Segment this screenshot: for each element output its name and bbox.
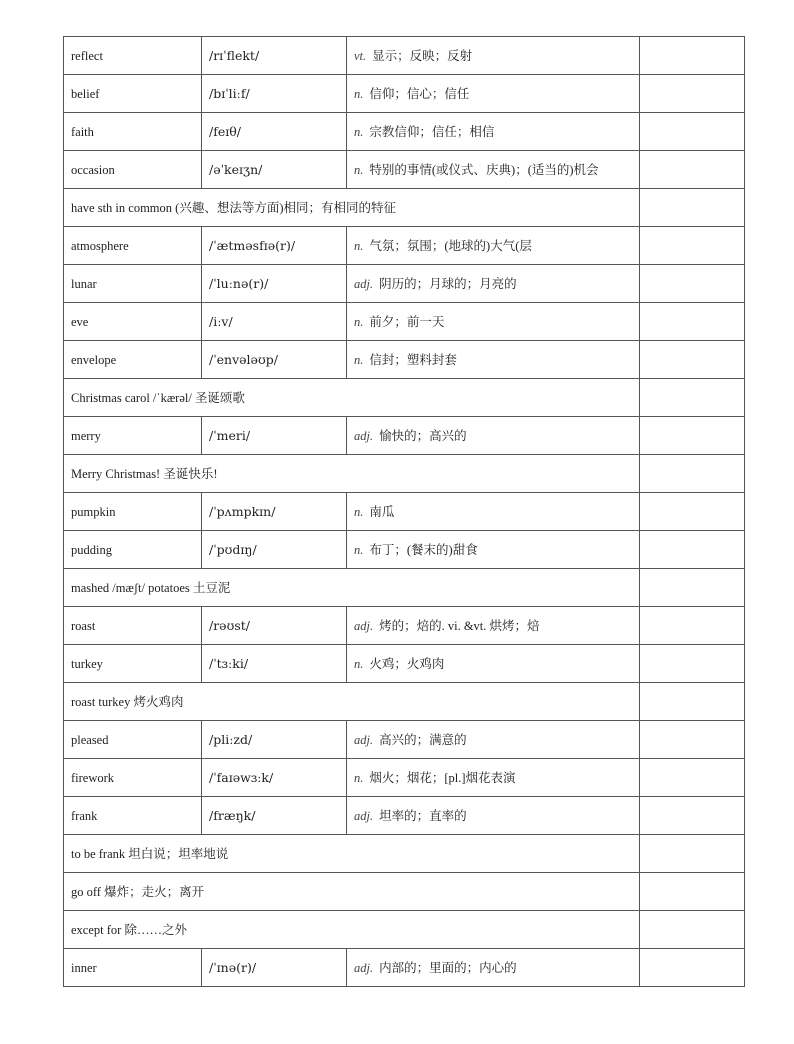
phonetic-cell: /bɪˈliːf/: [202, 75, 347, 113]
blank-cell: [640, 531, 745, 569]
part-of-speech: n.: [354, 238, 364, 253]
word-row: [64, 227, 745, 265]
meaning-text: 显示；反映；反射: [372, 48, 473, 63]
word-cell: belief: [64, 75, 202, 113]
blank-cell: [640, 721, 745, 759]
meaning-text: 信仰；信心；信任: [369, 86, 470, 101]
phonetic-cell: /fræŋk/: [202, 797, 347, 835]
word-row: [64, 151, 745, 189]
part-of-speech: adj.: [354, 428, 374, 443]
word-cell: envelope: [64, 341, 202, 379]
phonetic-cell: /rəʊst/: [202, 607, 347, 645]
word-cell: inner: [64, 949, 202, 987]
phrase-row: [64, 835, 745, 873]
meaning-text: 特别的事情(或仪式、庆典)；(适当的)机会: [369, 162, 599, 177]
blank-cell: [640, 75, 745, 113]
meaning-text: 烟火；烟花；[pl.]烟花表演: [369, 770, 516, 785]
blank-cell: [640, 227, 745, 265]
phonetic-cell: /ˈætməsfɪə(r)/: [202, 227, 347, 265]
blank-cell: [640, 569, 745, 607]
part-of-speech: adj.: [354, 808, 374, 823]
word-row: [64, 797, 745, 835]
meaning-cell: [347, 531, 640, 569]
part-of-speech: n.: [354, 352, 364, 367]
meaning-cell: [347, 341, 640, 379]
phrase-row: [64, 569, 745, 607]
blank-cell: [640, 759, 745, 797]
blank-cell: [640, 683, 745, 721]
phrase-row: [64, 189, 745, 227]
meaning-cell: [347, 645, 640, 683]
phrase-row: [64, 455, 745, 493]
part-of-speech: vt.: [354, 48, 367, 63]
meaning-text: 愉快的；高兴的: [379, 428, 467, 443]
meaning-text: 布丁；(餐末的)甜食: [369, 542, 478, 557]
meaning-cell: [347, 227, 640, 265]
vocabulary-table-body: [64, 37, 745, 987]
meaning-cell: [347, 493, 640, 531]
meaning-cell: [347, 607, 640, 645]
blank-cell: [640, 911, 745, 949]
part-of-speech: n.: [354, 314, 364, 329]
phrase-cell: Christmas carol /ˈkærəl/ 圣诞颂歌: [64, 379, 640, 417]
blank-cell: [640, 265, 745, 303]
word-cell: pumpkin: [64, 493, 202, 531]
meaning-cell: [347, 797, 640, 835]
word-row: [64, 531, 745, 569]
meaning-cell: [347, 417, 640, 455]
phrase-row: [64, 683, 745, 721]
phonetic-cell: /ˈpʊdɪŋ/: [202, 531, 347, 569]
blank-cell: [640, 455, 745, 493]
meaning-cell: [347, 721, 640, 759]
meaning-text: 坦率的；直率的: [379, 808, 467, 823]
meaning-cell: [347, 151, 640, 189]
word-cell: pleased: [64, 721, 202, 759]
phonetic-cell: /ˈmeri/: [202, 417, 347, 455]
part-of-speech: adj.: [354, 276, 374, 291]
meaning-text: 宗教信仰；信任；相信: [369, 124, 495, 139]
phrase-cell: to be frank 坦白说；坦率地说: [64, 835, 640, 873]
phonetic-cell: /ˈpʌmpkɪn/: [202, 493, 347, 531]
blank-cell: [640, 645, 745, 683]
part-of-speech: n.: [354, 504, 364, 519]
phonetic-cell: /iːv/: [202, 303, 347, 341]
phrase-cell: mashed /mæʃt/ potatoes 土豆泥: [64, 569, 640, 607]
part-of-speech: adj.: [354, 732, 374, 747]
blank-cell: [640, 37, 745, 75]
blank-cell: [640, 949, 745, 987]
word-row: [64, 341, 745, 379]
phrase-cell: except for 除……之外: [64, 911, 640, 949]
blank-cell: [640, 607, 745, 645]
word-cell: lunar: [64, 265, 202, 303]
part-of-speech: n.: [354, 86, 364, 101]
phonetic-cell: /ˈtɜːki/: [202, 645, 347, 683]
phonetic-cell: /ˈluːnə(r)/: [202, 265, 347, 303]
part-of-speech: n.: [354, 656, 364, 671]
part-of-speech: n.: [354, 124, 364, 139]
meaning-text: 气氛；氛围；(地球的)大气(层: [369, 238, 532, 253]
meaning-text: 烤的；焙的. vi. &vt. 烘烤；焙: [379, 618, 540, 633]
meaning-text: 阴历的；月球的；月亮的: [379, 276, 517, 291]
meaning-cell: [347, 949, 640, 987]
part-of-speech: adj.: [354, 960, 374, 975]
word-cell: eve: [64, 303, 202, 341]
word-cell: firework: [64, 759, 202, 797]
meaning-text: 内部的；里面的；内心的: [379, 960, 517, 975]
blank-cell: [640, 493, 745, 531]
meaning-text: 火鸡；火鸡肉: [369, 656, 445, 671]
meaning-text: 信封；塑料封套: [369, 352, 457, 367]
word-row: [64, 265, 745, 303]
phrase-cell: go off 爆炸；走火；离开: [64, 873, 640, 911]
meaning-cell: [347, 303, 640, 341]
word-row: [64, 949, 745, 987]
part-of-speech: adj.: [354, 618, 374, 633]
word-cell: frank: [64, 797, 202, 835]
word-cell: roast: [64, 607, 202, 645]
part-of-speech: n.: [354, 770, 364, 785]
meaning-text: 高兴的；满意的: [379, 732, 467, 747]
blank-cell: [640, 151, 745, 189]
word-cell: atmosphere: [64, 227, 202, 265]
phonetic-cell: /pliːzd/: [202, 721, 347, 759]
meaning-cell: [347, 759, 640, 797]
word-cell: occasion: [64, 151, 202, 189]
blank-cell: [640, 797, 745, 835]
blank-cell: [640, 113, 745, 151]
phonetic-cell: /feɪθ/: [202, 113, 347, 151]
word-row: [64, 493, 745, 531]
word-row: [64, 75, 745, 113]
phrase-cell: Merry Christmas! 圣诞快乐!: [64, 455, 640, 493]
word-row: [64, 607, 745, 645]
vocabulary-table: [63, 36, 745, 987]
blank-cell: [640, 341, 745, 379]
meaning-cell: [347, 265, 640, 303]
phrase-cell: have sth in common (兴趣、想法等方面)相同；有相同的特征: [64, 189, 640, 227]
phonetic-cell: /ˈfaɪəwɜːk/: [202, 759, 347, 797]
blank-cell: [640, 303, 745, 341]
meaning-text: 南瓜: [369, 504, 395, 519]
phrase-row: [64, 873, 745, 911]
blank-cell: [640, 417, 745, 455]
phrase-row: [64, 379, 745, 417]
word-cell: merry: [64, 417, 202, 455]
phonetic-cell: /ˈenvələʊp/: [202, 341, 347, 379]
word-row: [64, 645, 745, 683]
phrase-cell: roast turkey 烤火鸡肉: [64, 683, 640, 721]
phrase-row: [64, 911, 745, 949]
phonetic-cell: /əˈkeɪʒn/: [202, 151, 347, 189]
word-row: [64, 37, 745, 75]
blank-cell: [640, 835, 745, 873]
part-of-speech: n.: [354, 162, 364, 177]
word-row: [64, 759, 745, 797]
word-row: [64, 417, 745, 455]
meaning-cell: [347, 113, 640, 151]
phonetic-cell: /rɪˈflekt/: [202, 37, 347, 75]
blank-cell: [640, 379, 745, 417]
word-cell: reflect: [64, 37, 202, 75]
word-cell: turkey: [64, 645, 202, 683]
blank-cell: [640, 189, 745, 227]
part-of-speech: n.: [354, 542, 364, 557]
word-row: [64, 113, 745, 151]
blank-cell: [640, 873, 745, 911]
phonetic-cell: /ˈɪnə(r)/: [202, 949, 347, 987]
meaning-cell: [347, 75, 640, 113]
word-cell: faith: [64, 113, 202, 151]
meaning-cell: [347, 37, 640, 75]
word-cell: pudding: [64, 531, 202, 569]
word-row: [64, 303, 745, 341]
word-row: [64, 721, 745, 759]
meaning-text: 前夕；前一天: [369, 314, 445, 329]
